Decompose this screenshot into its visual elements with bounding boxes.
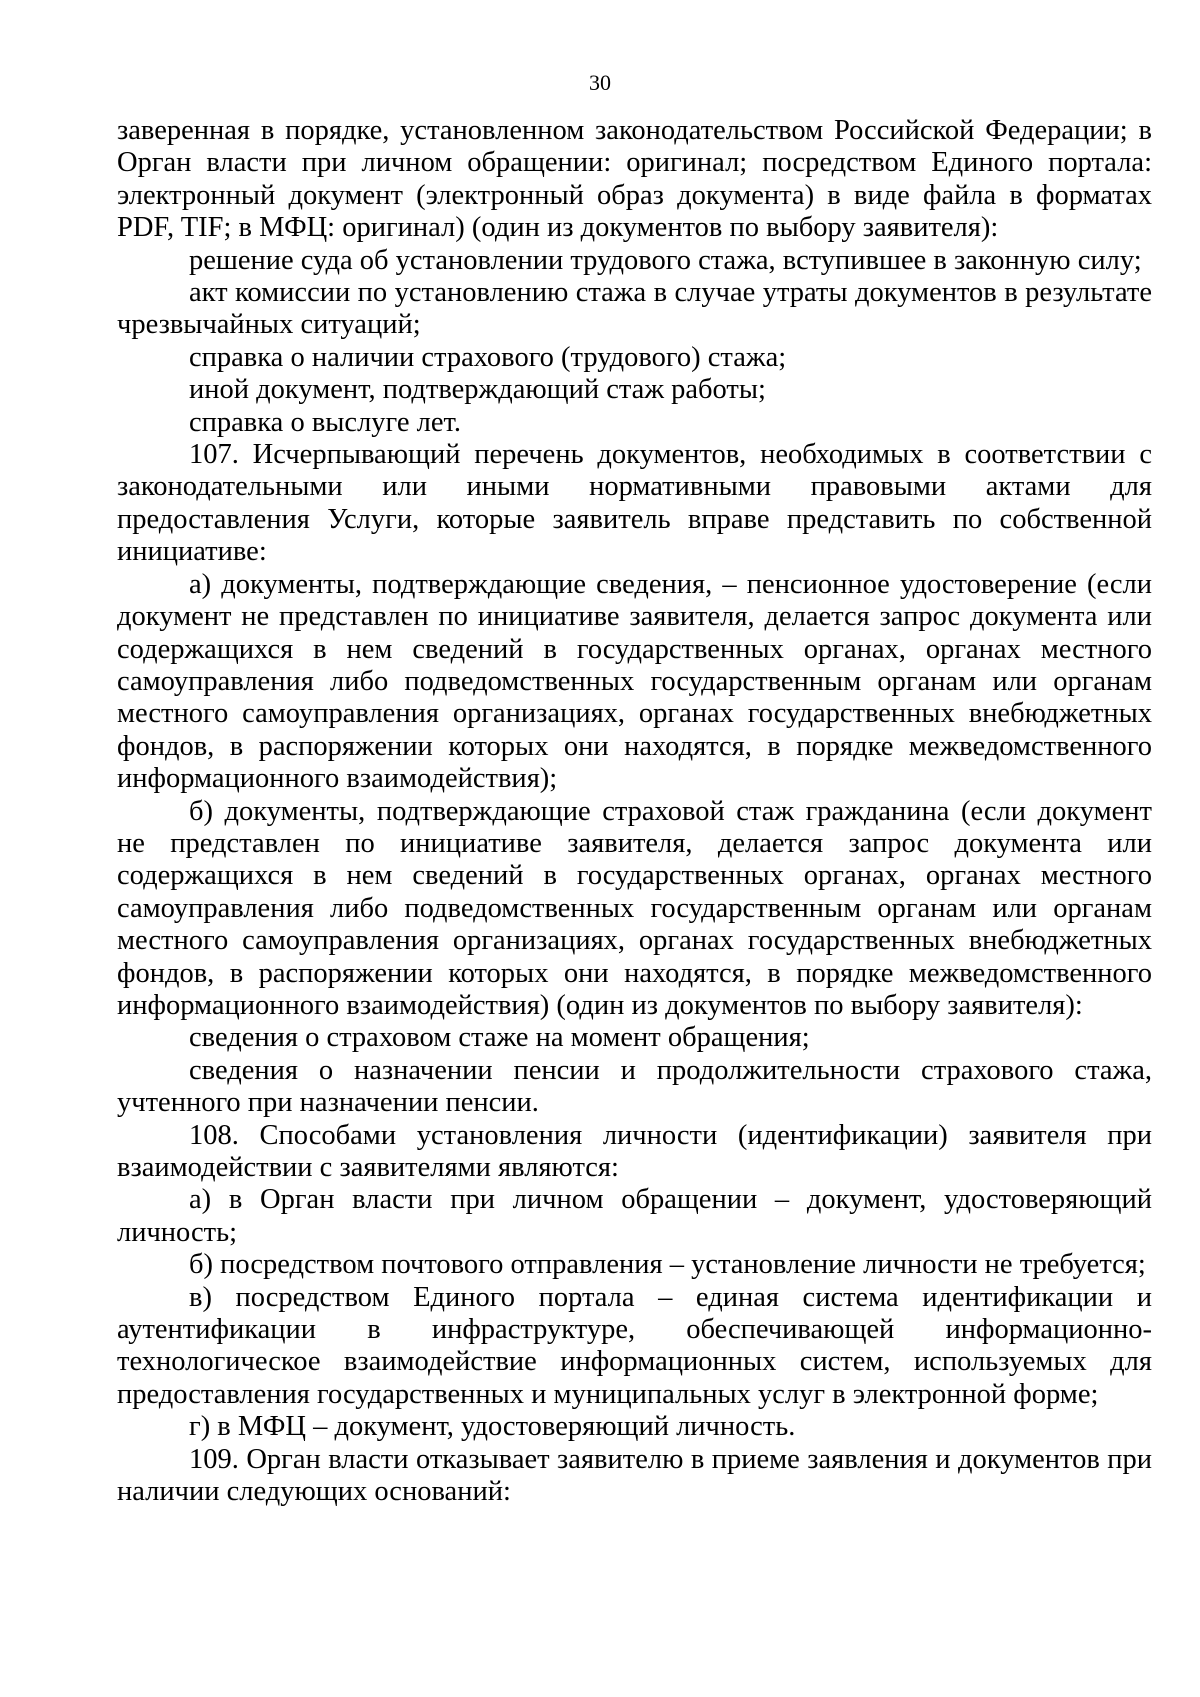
paragraph: 109. Орган власти отказывает заявителю в приеме заявления и документов при наличии следующих оснований: — [117, 1443, 1152, 1508]
paragraph: заверенная в порядке, установленном законодательством Российской Федерации; в Орган власти при личном обращении: оригинал; посредством Единого портала: электронный документ (электронный образ документа) в виде файла в форматах PDF, TIF; в МФЦ: оригинал) (один из документов по выбору заявителя): — [117, 115, 1152, 244]
paragraph: а) документы, подтверждающие сведения, – пенсионное удостоверение (если документ не представлен по инициативе заявителя, делается запрос документа или содержащихся в нем сведений в государственных органах, органах местного самоуправления либо подведомственных государственным органам или органам местного самоуправления организациях, органах государственных внебюджетных фондов, в распоряжении которых они находятся, в порядке межведомственного информационного взаимодействия); — [117, 568, 1152, 795]
paragraph: иной документ, подтверждающий стаж работы; — [189, 374, 766, 406]
paragraph: 108. Способами установления личности (идентификации) заявителя при взаимодействии с заявителями являются: — [117, 1119, 1152, 1183]
paragraph: справка о наличии страхового (трудового) стажа; — [189, 341, 787, 373]
paragraph: сведения о страховом стаже на момент обращения; — [189, 1022, 810, 1054]
paragraph: справка о выслуге лет. — [189, 406, 461, 438]
paragraph: б) посредством почтового отправления – установление личности не требуется; — [189, 1249, 1146, 1281]
paragraph: сведения о назначении пенсии и продолжительности страхового стажа, учтенного при назначении пенсии. — [117, 1054, 1152, 1119]
paragraph: в) посредством Единого портала – единая система идентификации и аутентификации в инфраструктуре, обеспечивающей информационно-технологическое взаимодействие информационных систем, используемых для предоставления государственных и муниципальных услуг в электронной форме; — [117, 1281, 1152, 1410]
paragraph: решение суда об установлении трудового стажа, вступившее в законную силу; — [189, 244, 1142, 276]
document-body — [117, 115, 1152, 1508]
paragraph: акт комиссии по установлению стажа в случае утраты документов в результате чрезвычайных ситуаций; — [117, 277, 1152, 341]
paragraph: г) в МФЦ – документ, удостоверяющий личность. — [189, 1411, 796, 1443]
page-number: 30 — [589, 70, 611, 95]
paragraph: 107. Исчерпывающий перечень документов, необходимых в соответствии с законодательными или иными нормативными правовыми актами для предоставления Услуги, которые заявитель вправе представить по собственной инициативе: — [117, 439, 1152, 568]
paragraph: б) документы, подтверждающие страховой стаж гражданина (если документ не представлен по инициативе заявителя, делается запрос документа или содержащихся в нем сведений в государственных органах, органах местного самоуправления либо подведомственных государственным органам или органам местного самоуправления организациях, органах государственных внебюджетных фондов, в распоряжении которых они находятся, в порядке межведомственного информационного взаимодействия) (один из документов по выбору заявителя): — [117, 795, 1152, 1021]
paragraph: а) в Орган власти при личном обращении – документ, удостоверяющий личность; — [117, 1184, 1152, 1248]
